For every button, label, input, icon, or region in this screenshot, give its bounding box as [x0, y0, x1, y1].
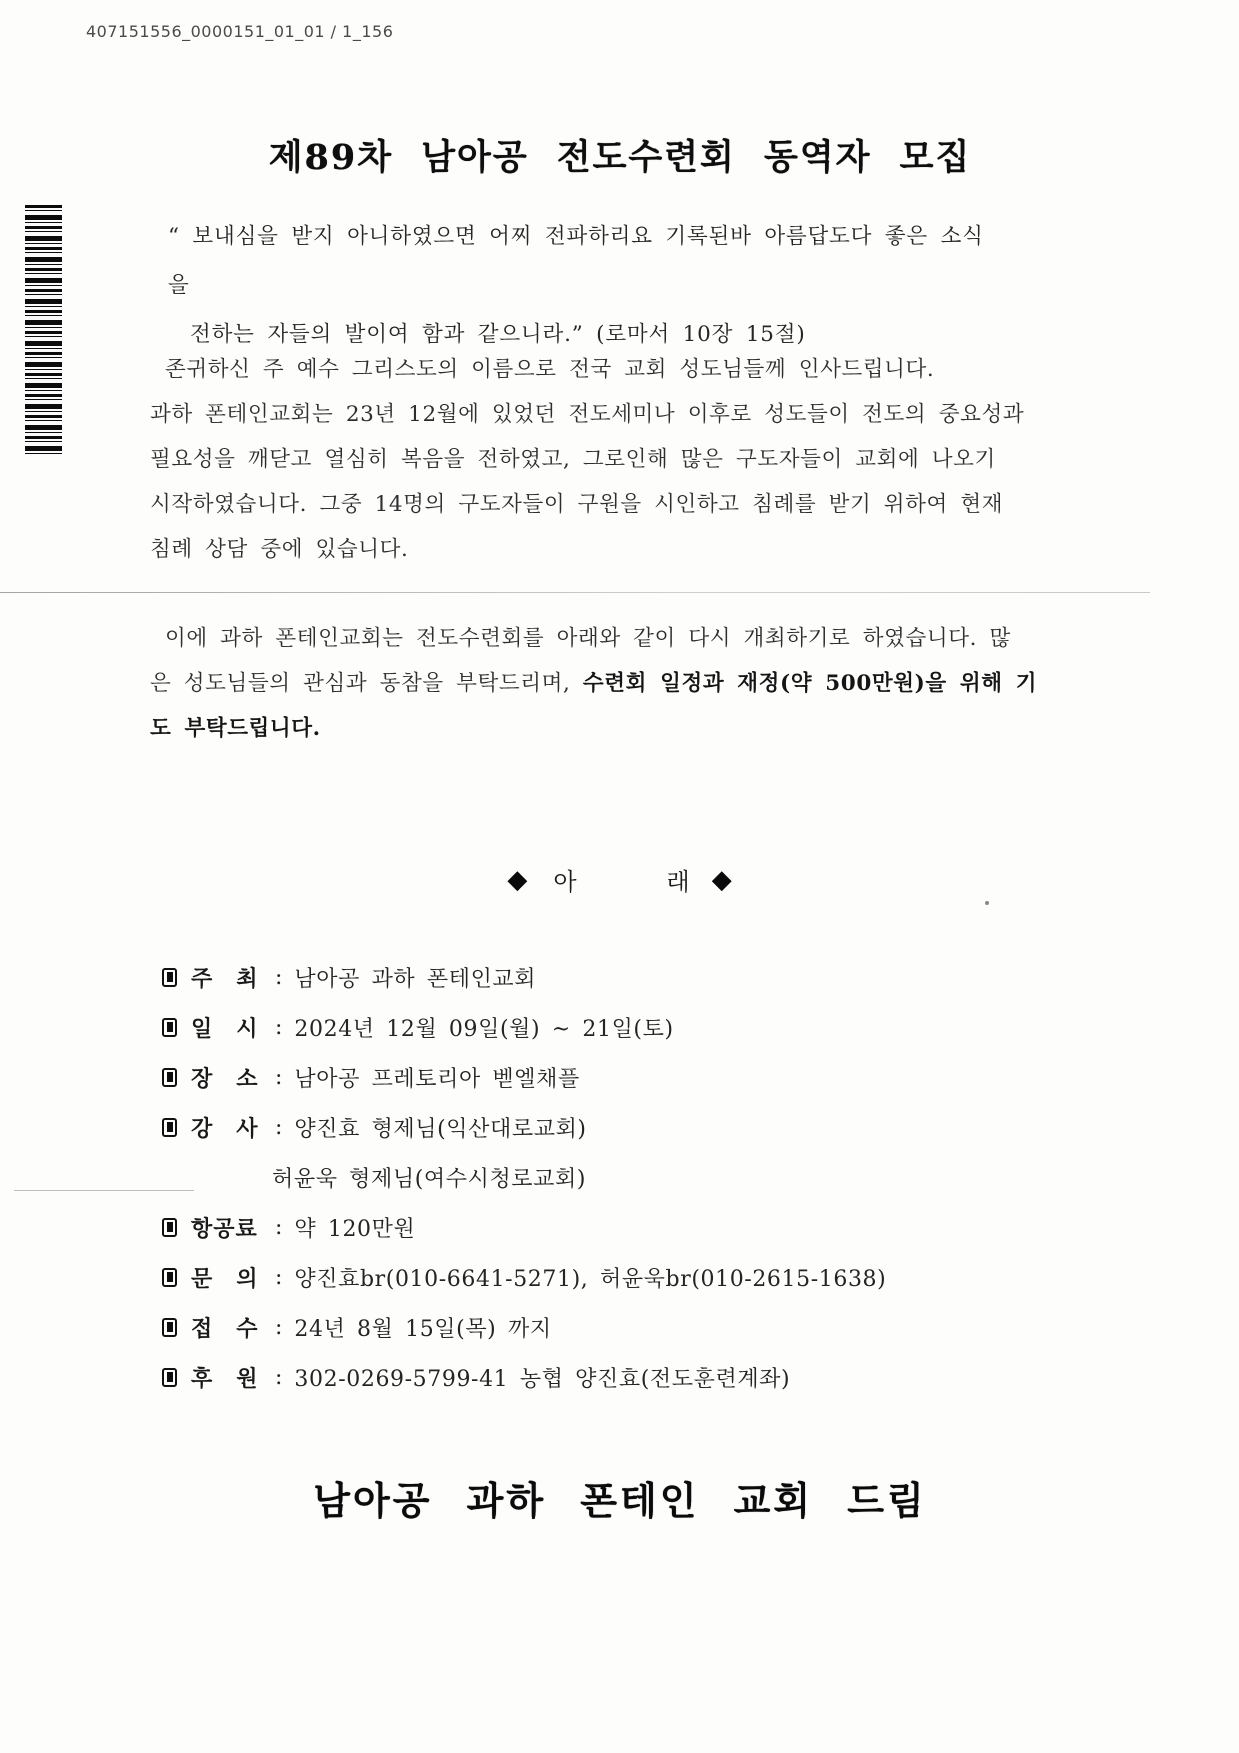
list-item-value: 남아공 과하 폰테인교회 — [294, 966, 537, 992]
signature-line: 남아공 과하 폰테인 교회 드림 — [313, 1478, 927, 1523]
list-item-label: 주 최 — [191, 965, 259, 992]
list-item-speaker-continued — [162, 1152, 1062, 1202]
body-paragraph-1 — [150, 347, 1024, 572]
square-bullet-icon — [162, 1068, 177, 1087]
list-item-registration — [162, 1302, 1062, 1352]
list-item-colon: : — [275, 1114, 283, 1140]
square-bullet-icon — [162, 1368, 177, 1387]
list-item-colon: : — [275, 1264, 283, 1290]
list-item-value: 302-0269-5799-41 농협 양진효(전도훈련계좌) — [294, 1366, 791, 1392]
list-item-colon: : — [275, 1314, 283, 1340]
below-heading — [0, 862, 1239, 897]
list-item-label: 문 의 — [191, 1265, 259, 1292]
details-list — [162, 952, 1062, 1402]
scan-reference-number: 407151556_0000151_01_01 / 1_156 — [86, 22, 394, 41]
list-item-value: 허윤욱 형제님(여수시청로교회) — [272, 1166, 587, 1192]
list-item-value: 약 120만원 — [294, 1216, 416, 1242]
scan-artifact-line — [0, 592, 1150, 593]
list-item-colon: : — [275, 1364, 283, 1390]
diamond-icon: ◆ — [711, 864, 732, 895]
list-item-contact — [162, 1252, 1062, 1302]
list-item-host — [162, 952, 1062, 1002]
list-item-airfare — [162, 1202, 1062, 1252]
body-line: 과하 폰테인교회는 23년 12월에 있었던 전도세미나 이후로 성도들이 전도의 중요성과 — [150, 402, 1025, 427]
body-line: 도 부탁드립니다. — [150, 716, 321, 741]
list-item-label: 강 사 — [191, 1115, 259, 1142]
body-line-normal: 은 성도님들의 관심과 동참을 부탁드리며, — [150, 671, 583, 696]
body-line: 시작하였습니다. 그중 14명의 구도자들이 구원을 시인하고 침례를 받기 위하여 현재 — [150, 492, 1004, 517]
list-item-date — [162, 1002, 1062, 1052]
square-bullet-icon — [162, 1118, 177, 1137]
barcode — [25, 205, 62, 457]
square-bullet-icon — [162, 1318, 177, 1337]
square-bullet-icon — [162, 1218, 177, 1237]
list-item-label: 일 시 — [191, 1015, 259, 1042]
list-item-value: 24년 8월 15일(목) 까지 — [294, 1316, 552, 1342]
list-item-value: 남아공 프레토리아 벧엘채플 — [294, 1066, 580, 1092]
body-line: 침례 상담 중에 있습니다. — [150, 537, 409, 562]
list-item-label: 후 원 — [191, 1365, 259, 1392]
list-item-colon: : — [275, 964, 283, 990]
body-paragraph-2 — [150, 616, 1037, 751]
list-item-label: 장 소 — [191, 1065, 259, 1092]
quote-line: “ 보내심을 받지 아니하였으면 어찌 전파하리요 기록된바 아름답도다 좋은 소식을 — [168, 224, 984, 298]
list-item-label: 항공료 — [191, 1215, 258, 1242]
list-item-colon: : — [275, 1014, 283, 1040]
square-bullet-icon — [162, 968, 177, 987]
scan-artifact-dot — [985, 901, 989, 905]
list-item-speaker — [162, 1102, 1062, 1152]
document-title: 제89차 남아공 전도수련회 동역자 모집 — [268, 137, 972, 178]
body-line: 필요성을 깨닫고 열심히 복음을 전하였고, 그로인해 많은 구도자들이 교회에 나오기 — [150, 447, 996, 472]
below-heading-right-char: 래 — [666, 868, 690, 896]
body-line — [150, 661, 1037, 706]
list-item-value: 2024년 12월 09일(월) ~ 21일(토) — [294, 1016, 674, 1042]
list-item-value: 양진효br(010-6641-5271), 허윤욱br(010-2615-1638) — [294, 1266, 887, 1292]
diamond-icon: ◆ — [507, 864, 528, 895]
scripture-quote — [168, 212, 998, 359]
list-item-support — [162, 1352, 1062, 1402]
square-bullet-icon — [162, 1018, 177, 1037]
square-bullet-icon — [162, 1268, 177, 1287]
list-item-place — [162, 1052, 1062, 1102]
body-line-bold: 수련회 일정과 재정(약 500만원)을 위해 기 — [582, 671, 1038, 696]
scan-artifact-line — [14, 1190, 194, 1191]
body-line: 존귀하신 주 예수 그리스도의 이름으로 전국 교회 성도님들께 인사드립니다. — [165, 357, 935, 382]
body-line: 이에 과하 폰테인교회는 전도수련회를 아래와 같이 다시 개최하기로 하였습니다. 많 — [165, 626, 1011, 651]
list-item-label: 접 수 — [191, 1315, 259, 1342]
list-item-colon: : — [275, 1064, 283, 1090]
below-heading-left-char: 아 — [553, 868, 577, 896]
quote-line: 전하는 자들의 발이여 함과 같으니라.” (로마서 10장 15절) — [190, 322, 806, 347]
list-item-colon: : — [275, 1214, 283, 1240]
list-item-value: 양진효 형제님(익산대로교회) — [294, 1116, 587, 1142]
